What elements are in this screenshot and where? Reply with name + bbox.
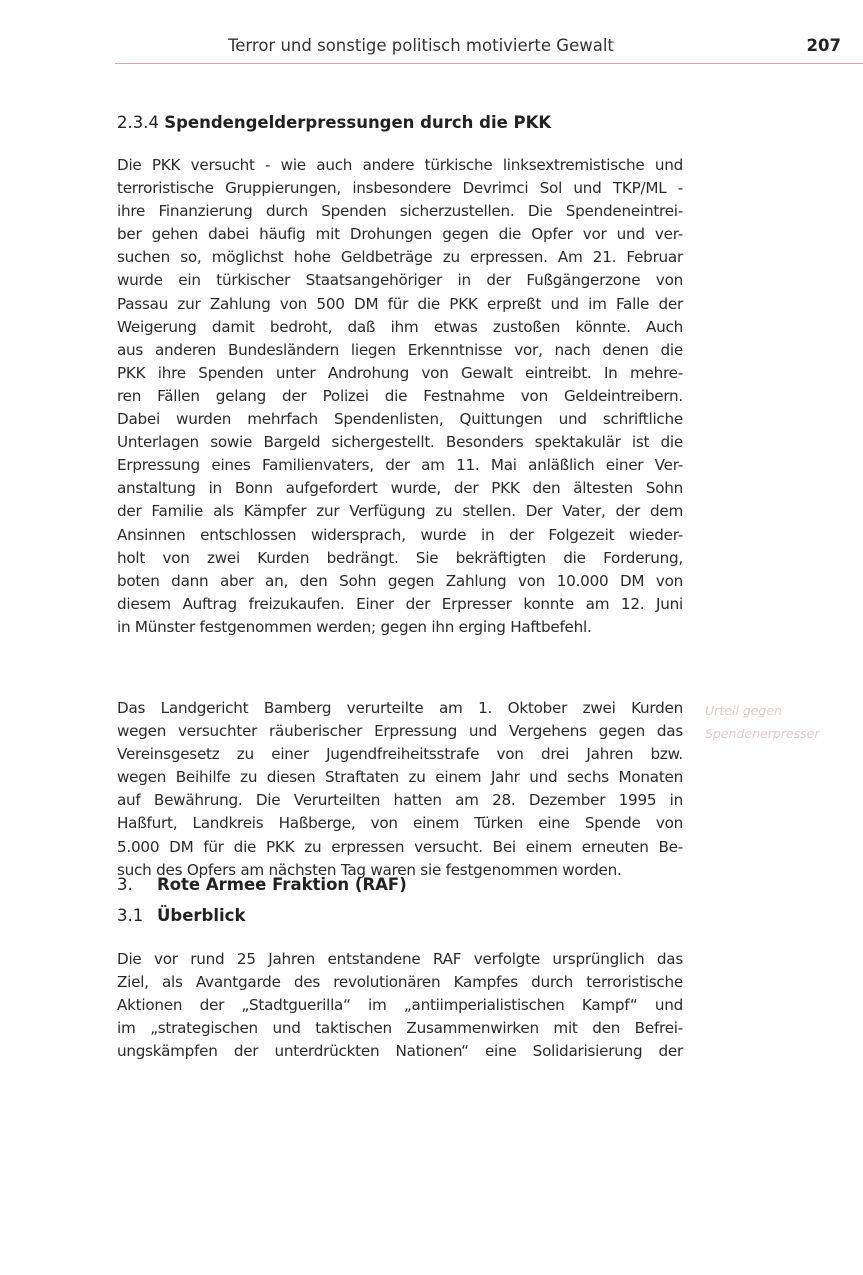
section-number: 3.1 (117, 906, 144, 925)
text-line: der Familie als Kämpfer zur Verfügung zu stellen. Der Vater, der dem (117, 502, 683, 521)
text-line: Weigerung damit bedroht, daß ihm etwas zustoßen könnte. Auch (117, 317, 683, 336)
paragraph-court-ruling (117, 697, 683, 882)
text-line: Die vor rund 25 Jahren entstandene RAF verfolgte ursprünglich das (117, 950, 683, 968)
text-line: holt von zwei Kurden bedrängt. Sie bekräftigten die Forderung, (117, 548, 683, 567)
text-line: Ziel, als Avantgarde des revolutionären Kampfes durch terroristische (117, 973, 683, 992)
text-line: Dabei wurden mehrfach Spendenlisten, Quittungen und schriftliche (117, 410, 683, 429)
text-line: boten dann aber an, den Sohn gegen Zahlung von 10.000 DM von (117, 571, 683, 590)
running-header (0, 36, 863, 62)
header-title: Terror und sonstige politisch motivierte Gewalt (228, 36, 614, 55)
text-line: Passau zur Zahlung von 500 DM für die PKK erpreßt und im Falle der (117, 294, 683, 313)
section-heading-2-3-4 (117, 113, 551, 132)
section-title: Rote Armee Fraktion (RAF) (157, 875, 407, 894)
text-line: Die PKK versucht - wie auch andere türkische linksextremistische und (117, 156, 683, 174)
text-line: 5.000 DM für die PKK zu erpressen versucht. Bei einem erneuten Be- (117, 837, 683, 856)
section-title: Spendengelderpressungen durch die PKK (164, 113, 552, 132)
page-number: 207 (806, 36, 841, 55)
margin-note (705, 699, 819, 745)
text-line: anstaltung in Bonn aufgefordert wurde, der PKK den ältesten Sohn (117, 479, 683, 498)
text-line: diesem Auftrag freizukaufen. Einer der Erpresser konnte am 12. Juni (117, 594, 683, 613)
text-line: Das Landgericht Bamberg verurteilte am 1. Oktober zwei Kurden (117, 699, 683, 717)
text-line: wegen versuchter räuberischer Erpressung und Vergehens gegen das (117, 722, 683, 741)
text-line: auf Bewährung. Die Verurteilten hatten am 28. Dezember 1995 in (117, 791, 683, 810)
text-line: wegen Beihilfe zu diesen Straftaten zu einem Jahr und sechs Monaten (117, 768, 683, 787)
section-heading-3-1 (117, 906, 245, 925)
text-line: Unterlagen sowie Bargeld sichergestellt. Besonders spektakulär ist die (117, 433, 683, 452)
text-line: aus anderen Bundesländern liegen Erkenntnisse vor, nach denen die (117, 340, 683, 359)
text-line: terroristische Gruppierungen, insbesondere Devrimci Sol und TKP/ML - (117, 179, 683, 198)
text-line: PKK ihre Spenden unter Androhung von Gewalt eintreibt. In mehre- (117, 363, 683, 382)
margin-note-line: Spendenerpresser (705, 726, 820, 741)
text-line: Erpressung eines Familienvaters, der am 11. Mai anläßlich einer Ver- (117, 456, 683, 475)
section-title: Überblick (157, 906, 246, 925)
margin-note-line: Urteil gegen (705, 703, 782, 718)
header-rule (115, 63, 863, 64)
text-line: Haßfurt, Landkreis Haßberge, von einem Türken eine Spende von (117, 814, 683, 833)
text-line: such des Opfers am nächsten Tag waren sie festgenommen worden. (117, 860, 622, 879)
section-number: 3. (117, 875, 133, 894)
text-line: suchen so, möglichst hohe Geldbeträge zu erpressen. Am 21. Februar (117, 248, 683, 267)
text-line: Aktionen der „Stadtguerilla“ im „antiimperialistischen Kampf“ und (117, 996, 683, 1015)
section-number: 2.3.4 (117, 113, 159, 132)
section-heading-3 (117, 875, 407, 894)
text-line: ren Fällen gelang der Polizei die Festnahme von Geldeintreibern. (117, 386, 683, 405)
paragraph-pkk-extortion (117, 154, 683, 639)
text-line: wurde ein türkischer Staatsangehöriger in der Fußgängerzone von (117, 271, 683, 290)
text-line: Ansinnen entschlossen widersprach, wurde in der Folgezeit wieder- (117, 525, 683, 544)
text-line: Vereinsgesetz zu einer Jugendfreiheitsstrafe von drei Jahren bzw. (117, 745, 683, 764)
paragraph-raf-overview (117, 948, 683, 1063)
text-line: in Münster festgenommen werden; gegen ihn erging Haftbefehl. (117, 617, 592, 636)
text-line: ungskämpfen der unterdrückten Nationen“ eine Solidarisierung der (117, 1042, 683, 1061)
text-line: im „strategischen und taktischen Zusammenwirken mit den Befrei- (117, 1019, 683, 1038)
text-line: ber gehen dabei häufig mit Drohungen gegen die Opfer vor und ver- (117, 225, 683, 244)
text-line: ihre Finanzierung durch Spenden sicherzustellen. Die Spendeneintrei- (117, 202, 683, 221)
